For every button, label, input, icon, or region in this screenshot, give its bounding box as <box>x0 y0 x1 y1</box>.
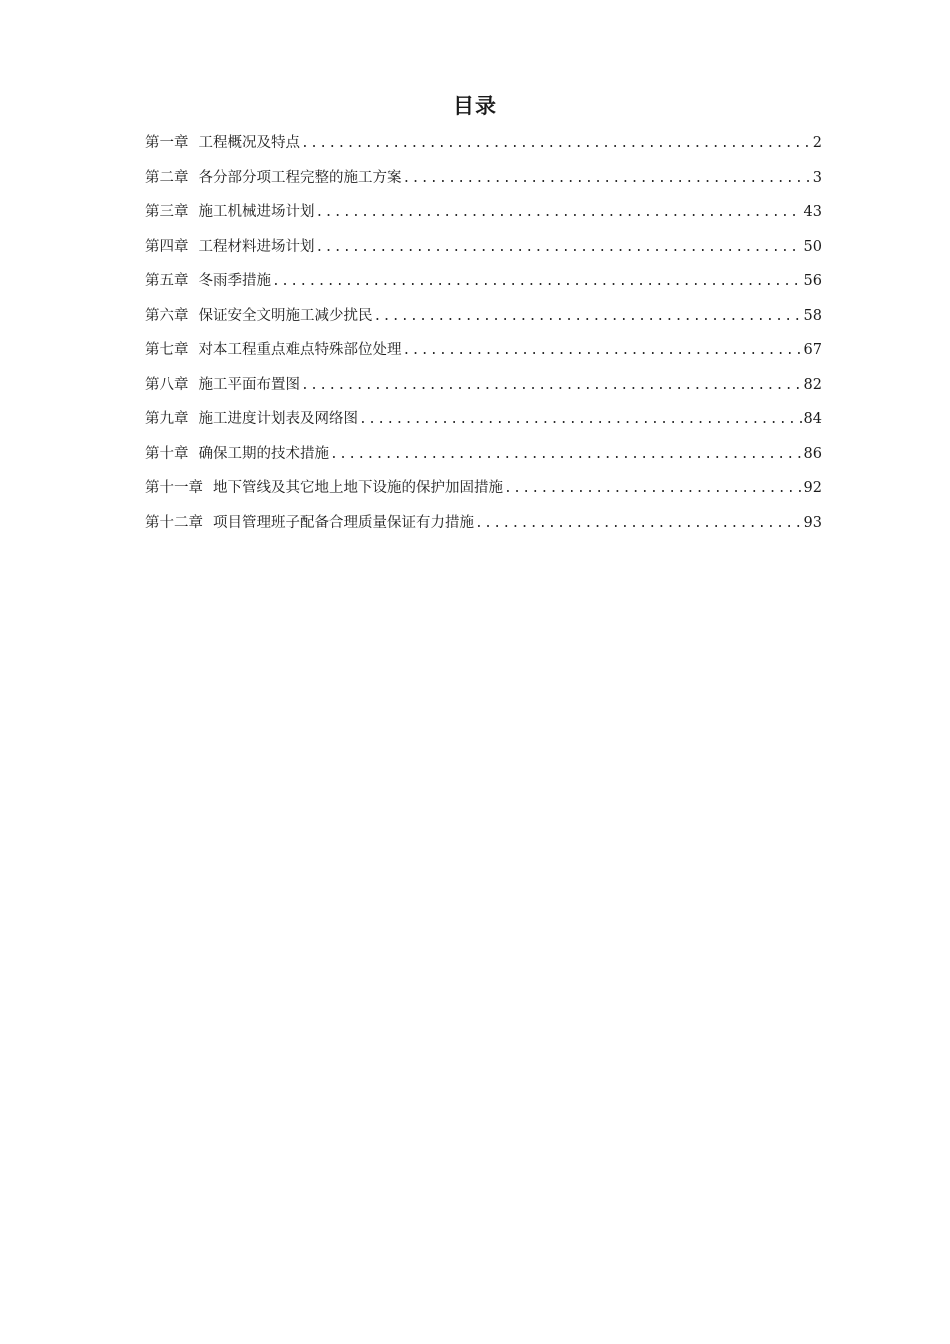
toc-dot-leader <box>301 131 811 157</box>
toc-dot-leader <box>475 511 802 537</box>
toc-entry-title: 地下管线及其它地上地下设施的保护加固措施 <box>213 480 503 496</box>
toc-entry[interactable] <box>145 475 822 510</box>
toc-page-number: 43 <box>803 204 822 220</box>
toc-entry[interactable] <box>145 510 822 545</box>
toc-entry-title: 确保工期的技术措施 <box>198 445 329 462</box>
toc-entry-title: 施工平面布置图 <box>198 376 300 393</box>
toc-title: 目录 <box>453 94 497 118</box>
toc-dot-leader <box>403 166 811 192</box>
toc-chapter-label: 第七章 <box>145 342 189 358</box>
toc-page-number: 86 <box>803 445 822 462</box>
toc-entry[interactable] <box>145 268 822 303</box>
toc-entry[interactable] <box>145 165 822 200</box>
toc-page-number: 3 <box>812 169 822 186</box>
toc-entry[interactable] <box>145 234 822 269</box>
toc-chapter-label: 第九章 <box>145 411 189 427</box>
toc-entry[interactable] <box>145 303 822 338</box>
toc-chapter-label: 第一章 <box>145 135 189 151</box>
toc-chapter-label: 第六章 <box>145 307 189 324</box>
toc-entry[interactable] <box>145 337 822 372</box>
toc-entry-title: 冬雨季措施 <box>198 273 271 289</box>
toc-entry-title: 对本工程重点难点特殊部位处理 <box>198 342 402 358</box>
toc-entry-title: 施工机械进场计划 <box>198 204 315 220</box>
toc-chapter-label: 第十二章 <box>145 514 203 531</box>
toc-page-number: 84 <box>803 411 822 427</box>
toc-chapter-label: 第八章 <box>145 376 189 393</box>
toc-dot-leader <box>316 200 802 226</box>
toc-chapter-label: 第四章 <box>145 238 189 255</box>
toc-entry-title: 工程概况及特点 <box>198 135 300 151</box>
toc-page-number: 67 <box>803 342 822 358</box>
toc-chapter-label: 第二章 <box>145 169 189 186</box>
toc-list <box>145 130 822 544</box>
toc-entry-title: 工程材料进场计划 <box>198 238 315 255</box>
toc-entry-title: 各分部分项工程完整的施工方案 <box>198 169 402 186</box>
toc-page-number: 56 <box>803 273 822 289</box>
toc-chapter-label: 第十一章 <box>145 480 203 496</box>
toc-page-number: 92 <box>803 480 822 496</box>
toc-dot-leader <box>272 269 802 295</box>
toc-dot-leader <box>504 476 802 502</box>
toc-chapter-label: 第三章 <box>145 204 189 220</box>
toc-dot-leader <box>316 235 802 261</box>
toc-dot-leader <box>359 407 802 433</box>
toc-entry[interactable] <box>145 130 822 165</box>
toc-page-number: 82 <box>803 376 822 393</box>
toc-entry[interactable] <box>145 441 822 476</box>
toc-page-number: 58 <box>803 307 822 324</box>
toc-entry-title: 保证安全文明施工减少扰民 <box>198 307 373 324</box>
toc-chapter-label: 第五章 <box>145 273 189 289</box>
toc-entry[interactable] <box>145 199 822 234</box>
toc-entry[interactable] <box>145 372 822 407</box>
toc-dot-leader <box>374 304 802 330</box>
toc-page-number: 93 <box>803 514 822 531</box>
toc-entry-title: 项目管理班子配备合理质量保证有力措施 <box>213 514 474 531</box>
toc-page-number: 2 <box>812 135 822 151</box>
toc-dot-leader <box>403 338 802 364</box>
toc-dot-leader <box>330 442 802 468</box>
toc-dot-leader <box>301 373 802 399</box>
toc-chapter-label: 第十章 <box>145 445 189 462</box>
toc-entry-title: 施工进度计划表及网络图 <box>198 411 358 427</box>
toc-entry[interactable] <box>145 406 822 441</box>
toc-page-number: 50 <box>803 238 822 255</box>
